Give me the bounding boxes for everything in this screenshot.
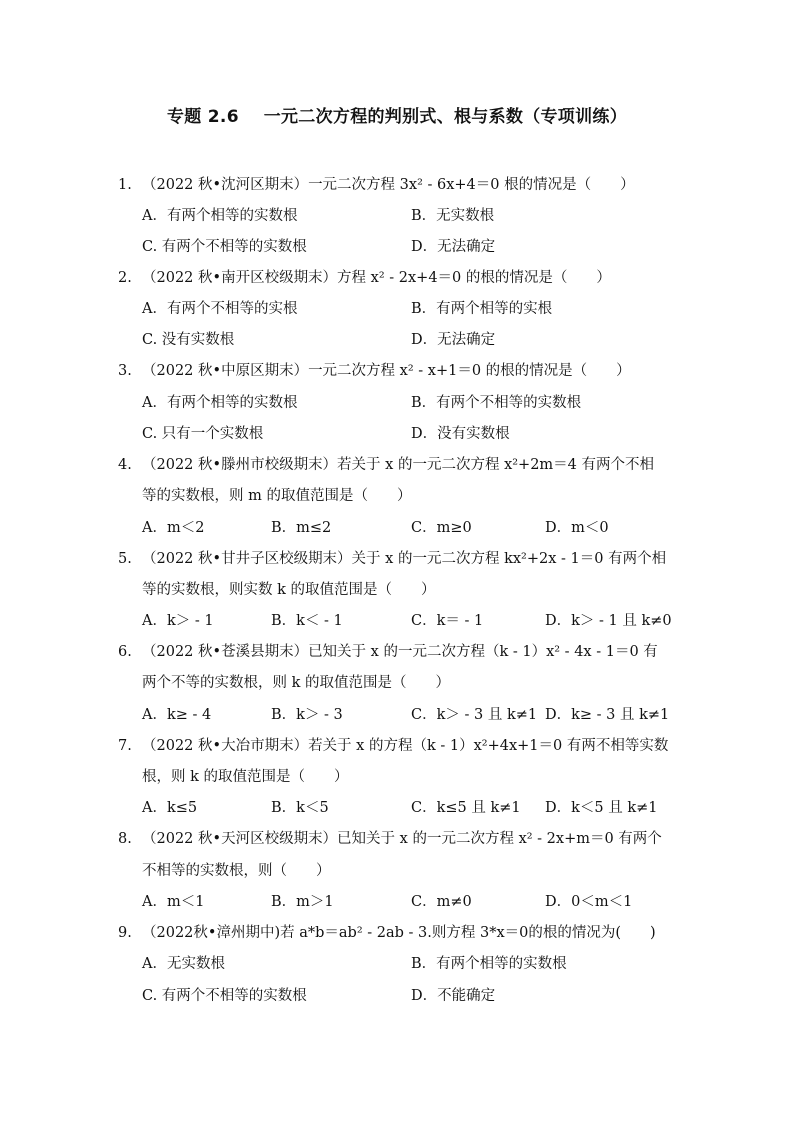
question-8-option-c: C．m≠0 [411, 894, 472, 910]
question-4-stem [118, 455, 654, 475]
question-5-option-c: C．k＝ - 1 [411, 613, 484, 629]
question-text: （2022 秋•中原区期末）一元二次方程 x² - x+1＝0 的根的情况是（ ） [142, 363, 631, 379]
question-text: （2022 秋•大冶市期末）若关于 x 的方程（k - 1）x²+4x+1＝0 有两不相等实数 [142, 738, 669, 754]
question-7-stem-continued: 根，则 k 的取值范围是（ ） [142, 769, 349, 785]
question-2-option-c: C. 没有实数根 [142, 332, 235, 348]
question-4-option-d: D．m＜0 [545, 520, 609, 536]
question-number: 4. [118, 457, 132, 473]
question-8-stem [118, 829, 662, 849]
question-7-stem [118, 736, 668, 756]
question-8-option-a: A．m＜1 [142, 894, 205, 910]
question-6-option-b: B．k＞ - 3 [271, 707, 343, 723]
question-number: 9. [118, 925, 132, 941]
question-text: （2022 秋•滕州市校级期末）若关于 x 的一元二次方程 x²+2m＝4 有两个不相 [142, 457, 655, 473]
question-3-option-d: D．没有实数根 [411, 426, 510, 442]
question-number: 1. [118, 177, 132, 193]
question-text: （2022 秋•甘井子区校级期末）关于 x 的一元二次方程 kx²+2x - 1＝0 有两个相 [142, 551, 667, 567]
question-6-option-d: D．k≥ - 3 且 k≠1 [545, 707, 670, 723]
question-text: （2022秋•漳州期中)若 a*b＝ab² - 2ab - 3.则方程 3*x＝0的根的情况为( ) [142, 925, 656, 941]
question-5-stem-continued: 等的实数根，则实数 k 的取值范围是（ ） [142, 582, 436, 598]
question-2-stem [118, 268, 611, 288]
question-8-option-b: B．m＞1 [271, 894, 334, 910]
question-2-option-d: D．无法确定 [411, 332, 496, 348]
question-1-option-b: B．无实数根 [411, 208, 495, 224]
question-1-option-c: C. 有两个不相等的实数根 [142, 239, 307, 255]
question-9-stem [118, 923, 656, 943]
question-9-option-d: D．不能确定 [411, 988, 496, 1004]
question-text: （2022 秋•沈河区期末）一元二次方程 3x² - 6x+4＝0 根的情况是（ ） [142, 177, 635, 193]
question-9-option-a: A．无实数根 [142, 956, 225, 972]
question-number: 2. [118, 270, 132, 286]
question-3-option-b: B．有两个不相等的实数根 [411, 395, 582, 411]
question-2-option-b: B．有两个相等的实根 [411, 301, 553, 317]
question-text: （2022 秋•苍溪县期末）已知关于 x 的一元二次方程（k - 1）x² - 4x - 1＝0 有 [142, 644, 658, 660]
question-4-option-a: A．m＜2 [142, 520, 205, 536]
question-6-option-a: A．k≥ - 4 [142, 707, 212, 723]
question-5-option-a: A．k＞ - 1 [142, 613, 214, 629]
question-number: 6. [118, 644, 132, 660]
question-number: 7. [118, 738, 132, 754]
question-5-stem [118, 549, 666, 569]
question-number: 3. [118, 363, 132, 379]
question-5-option-d: D．k＞ - 1 且 k≠0 [545, 613, 672, 629]
question-6-stem-continued: 两个不等的实数根，则 k 的取值范围是（ ） [142, 675, 451, 691]
document-title: 专题 2.6 一元二次方程的判别式、根与系数（专项训练） [166, 107, 627, 127]
question-6-option-c: C．k＞ - 3 且 k≠1 [411, 707, 538, 723]
question-2-option-a: A．有两个不相等的实根 [142, 301, 298, 317]
question-6-stem [118, 642, 658, 662]
question-1-option-a: A．有两个相等的实数根 [142, 208, 298, 224]
question-3-option-a: A．有两个相等的实数根 [142, 395, 298, 411]
question-9-option-b: B．有两个相等的实数根 [411, 956, 567, 972]
question-number: 8. [118, 831, 132, 847]
question-8-option-d: D．0＜m＜1 [545, 894, 633, 910]
question-3-stem [118, 361, 631, 381]
question-number: 5. [118, 551, 132, 567]
question-1-stem [118, 175, 635, 195]
question-text: （2022 秋•南开区校级期末）方程 x² - 2x+4＝0 的根的情况是（ ） [142, 270, 611, 286]
question-4-option-c: C．m≥0 [411, 520, 472, 536]
question-4-stem-continued: 等的实数根，则 m 的取值范围是（ ） [142, 488, 412, 504]
question-7-option-b: B．k＜5 [271, 800, 329, 816]
question-7-option-d: D．k＜5 且 k≠1 [545, 800, 658, 816]
question-8-stem-continued: 不相等的实数根，则（ ） [142, 863, 331, 879]
question-3-option-c: C. 只有一个实数根 [142, 426, 264, 442]
question-9-option-c: C. 有两个不相等的实数根 [142, 988, 307, 1004]
question-7-option-c: C．k≤5 且 k≠1 [411, 800, 521, 816]
question-text: （2022 秋•天河区校级期末）已知关于 x 的一元二次方程 x² - 2x+m＝0 有两个 [142, 831, 662, 847]
question-7-option-a: A．k≤5 [142, 800, 198, 816]
question-1-option-d: D．无法确定 [411, 239, 496, 255]
question-4-option-b: B．m≤2 [271, 520, 332, 536]
question-5-option-b: B．k＜ - 1 [271, 613, 343, 629]
